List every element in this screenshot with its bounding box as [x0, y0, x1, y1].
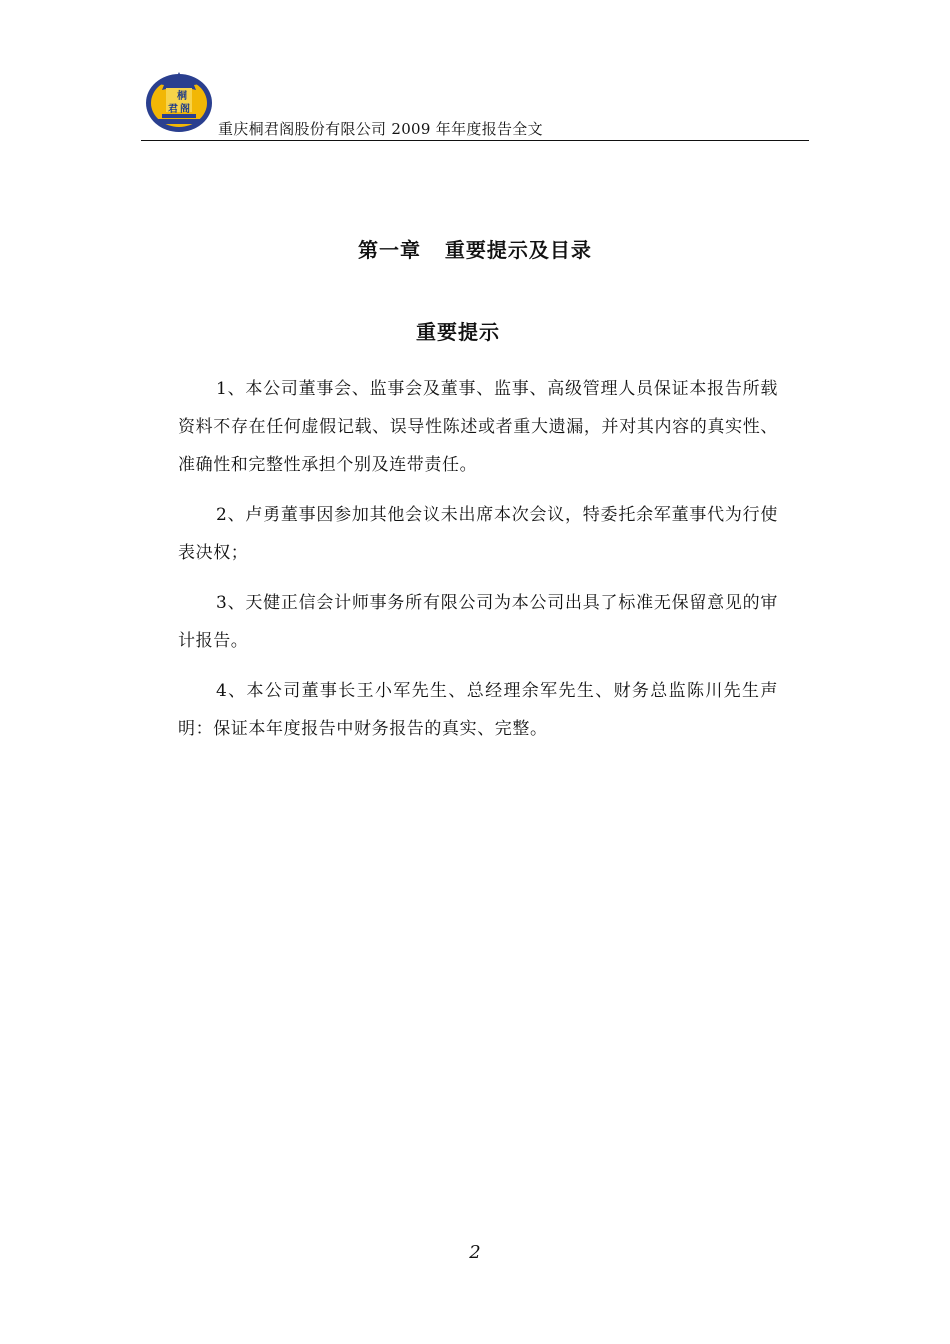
- company-logo: [142, 68, 216, 134]
- notice-paragraph-2: 2、卢勇董事因参加其他会议未出席本次会议，特委托余军董事代为行使表决权；: [178, 505, 778, 563]
- notice-body: [178, 370, 778, 760]
- svg-text:君: 君: [168, 104, 178, 115]
- notice-paragraph-3: 3、天健正信会计师事务所有限公司为本公司出具了标准无保留意见的审计报告。: [178, 593, 778, 651]
- notice-paragraph-1: 1、本公司董事会、监事会及董事、监事、高级管理人员保证本报告所载资料不存在任何虚假记载、误导性陈述或者重大遗漏，并对其内容的真实性、准确性和完整性承担个别及连带责任。: [178, 379, 778, 475]
- section-title: 重要提示: [416, 320, 500, 344]
- header-divider: [141, 140, 809, 141]
- company-logo-icon: [142, 68, 216, 134]
- page-number: 2: [469, 1242, 481, 1263]
- report-header-title: 重庆桐君阁股份有限公司 2009 年年度报告全文: [218, 120, 543, 138]
- chapter-title: 第一章 重要提示及目录: [358, 238, 592, 262]
- notice-paragraph-4: 4、本公司董事长王小军先生、总经理余军先生、财务总监陈川先生声明：保证本年度报告中财务报告的真实、完整。: [178, 681, 778, 739]
- svg-text:桐: 桐: [177, 91, 187, 102]
- svg-text:阁: 阁: [180, 104, 190, 115]
